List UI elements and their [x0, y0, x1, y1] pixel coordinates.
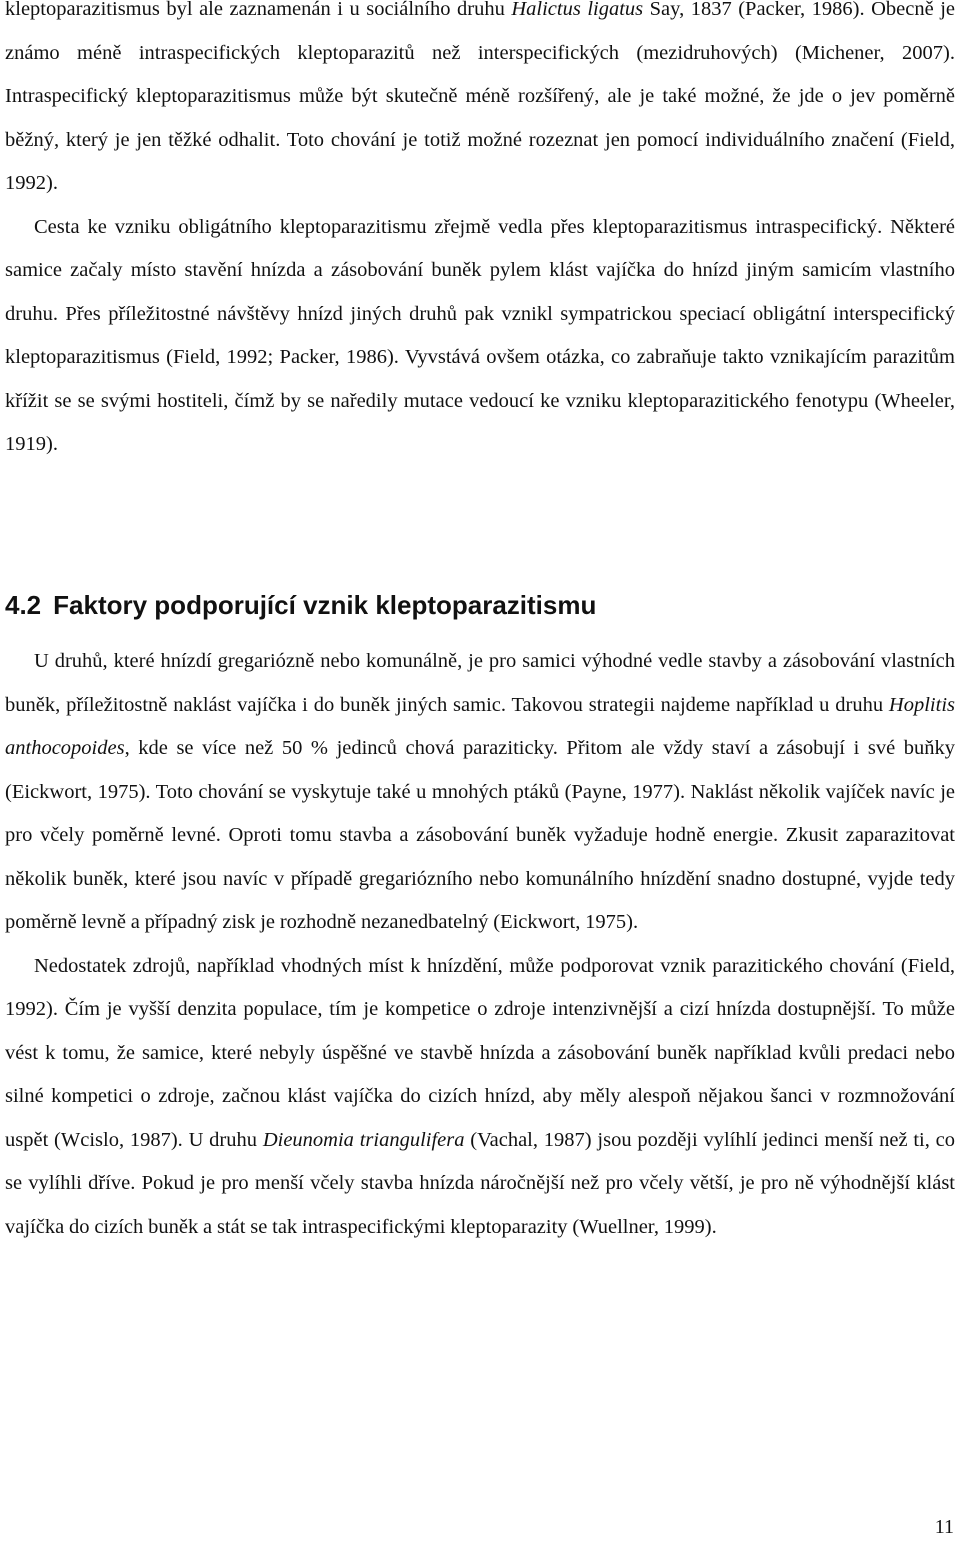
body-paragraph-origin: Cesta ke vzniku obligátního kleptoparazitismu zřejmě vedla přes kleptoparazitismus intraspecifický. Některé samice začaly místo stavění hnízda a zásobování buněk pylem klást vajíčka do hnízd jiným samicím vlastního druhu. Přes příležitostné návštěvy hnízd jiných druhů pak vznikl sympatrickou speciací obligátní interspecifický kleptoparazitismus (Field, 1992; Packer, 1986). Vyvstává ovšem otázka, co zabraňuje takto vznikajícím parazitům křížit se se svými hostiteli, čímž by se naředily mutace vedoucí ke vzniku kleptoparazitického fenotypu (Wheeler, 1919).	[5, 215, 955, 455]
document-page	[5, 0, 955, 467]
section-number: 4.2	[5, 590, 42, 620]
section-title: Faktory podporující vznik kleptoparazitismu	[53, 590, 597, 620]
body-paragraph-resources	[5, 945, 955, 1250]
body-paragraph-intro	[5, 0, 955, 206]
paragraph-text: Nedostatek zdrojů, například vhodných míst k hnízdění, může podporovat vznik parazitického chování (Field, 1992). Čím je vyšší denzita populace, tím je kompetice o zdroje intenzivnější a cizí hnízda dostupnější. To může vést k tomu, že samice, které nebyly úspěšné ve stavbě hnízda a zásobování buněk například kvůli predaci nebo silné kompetici o zdroje, začnou klást vajíčka do cizích hnízd, aby měly alespoň nějakou šanci v rozmnožování uspět (Wcislo, 1987). U druhu	[5, 954, 955, 1151]
paragraph-text: Say, 1837 (Packer, 1986). Obecně je známo méně intraspecifických kleptoparazitů než interspecifických (mezidruhových) (Michener, 2007). Intraspecifický kleptoparazitismus může být skutečně méně rozšířený, ale je také možné, že jde o jev poměrně běžný, který je jen těžké odhalit. Toto chování je totiž možné rozeznat jen pomocí individuálního značení (Field, 1992).	[5, 0, 955, 194]
paragraph-text: , kde se více než 50 % jedinců chová paraziticky. Přitom ale vždy staví a zásobují i své buňky (Eickwort, 1975). Toto chování se vyskytuje také u mnohých ptáků (Payne, 1977). Naklást několik vajíček navíc je pro včely poměrně levné. Oproti tomu stavba a zásobování buněk vyžaduje hodně energie. Zkusit zaparazitovat několik buněk, které jsou navíc v případě gregariózního nebo komunálního hnízdění snadno dostupné, vyjde tedy poměrně levně a případný zisk je rozhodně nezanedbatelný (Eickwort, 1975).	[5, 737, 955, 933]
paragraph-text: U druhů, které hnízdí gregariózně nebo komunálně, je pro samici výhodné vedle stavby a zásobování vlastních buněk, příležitostně naklást vajíčka i do buněk jiných samic. Takovou strategii najdeme například u druhu	[5, 650, 955, 716]
section-body	[5, 640, 955, 1249]
paragraph-text: (Vachal, 1987) jsou později vylíhlí jedinci menší než ti, co se vylíhli dříve. Pokud je pro menší včely stavba hnízda náročnější než pro včely větší, je pro ně výhodnější klást vajíčka do cizích buněk a stát se tak intraspecifickými kleptoparazity (Wuellner, 1999).	[5, 1128, 955, 1238]
species-name: Halictus ligatus	[511, 0, 644, 20]
body-paragraph-gregarious	[5, 640, 955, 945]
species-name: Dieunomia triangulifera	[262, 1128, 465, 1151]
section-heading	[5, 583, 596, 627]
species-name: Hoplitis anthocopoides	[5, 693, 955, 759]
paragraph-text: kleptoparazitismus byl ale zaznamenán i u sociálního druhu	[5, 0, 512, 20]
page-number: 11	[934, 1516, 954, 1538]
